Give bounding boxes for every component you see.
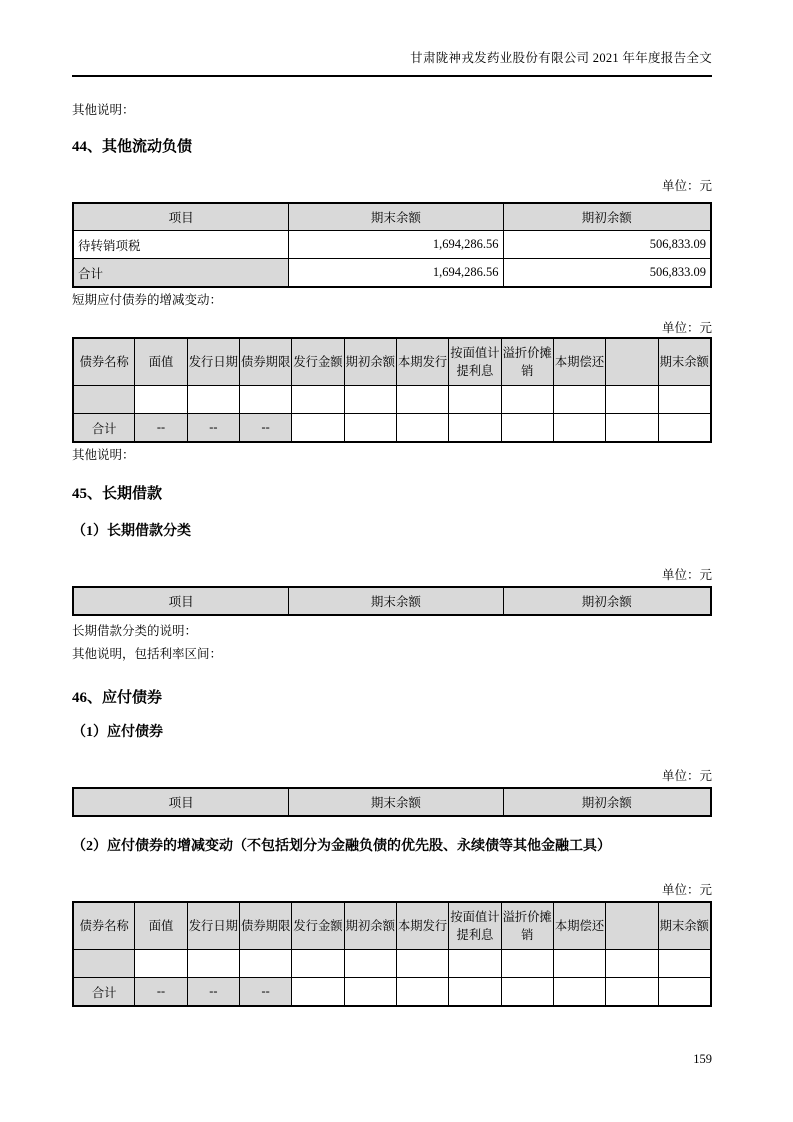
- table-cell: [658, 978, 711, 1007]
- dash-cell: --: [240, 978, 292, 1007]
- dash-cell: --: [187, 414, 239, 443]
- total-label-cell: 合计: [73, 259, 289, 288]
- table-cell: [187, 950, 239, 978]
- bonds-payable-movement-table: [72, 901, 712, 1007]
- other-notes-label-2: 其他说明：: [72, 448, 135, 462]
- header-issue-date: 发行日期: [187, 902, 239, 950]
- ending-balance-total-cell: 1,694,286.56: [289, 259, 503, 288]
- table-cell: [449, 386, 501, 414]
- table-header-row: [73, 788, 711, 816]
- header-bond-name: 债券名称: [73, 338, 135, 386]
- header-interest-at-face: 按面值计提利息: [449, 902, 501, 950]
- header-cell-item: 项目: [73, 587, 289, 615]
- report-header-title: 甘肃陇神戎发药业股份有限公司 2021 年年度报告全文: [410, 51, 712, 65]
- table-cell: [396, 950, 448, 978]
- table-cell: [658, 386, 711, 414]
- bond-name-cell: [73, 950, 135, 978]
- header-cell-ending-balance: 期末余额: [289, 587, 503, 615]
- table-cell: [292, 414, 344, 443]
- long-term-loan-classification-table: [72, 586, 712, 616]
- other-notes-label-1: 其他说明：: [72, 103, 135, 117]
- section-45-title: 45、长期借款: [72, 486, 163, 502]
- beginning-balance-cell: 506,833.09: [503, 231, 711, 259]
- table-cell: [606, 978, 658, 1007]
- bond-name-cell: [73, 386, 135, 414]
- header-issue-amount: 发行金额: [292, 338, 344, 386]
- table-total-row: [73, 414, 711, 443]
- header-cell-ending-balance: 期末余额: [289, 788, 503, 816]
- total-label-cell: 合计: [73, 978, 135, 1007]
- header-cell-ending-balance: 期末余额: [289, 203, 503, 231]
- table-total-row: [73, 259, 711, 288]
- header-interest-at-face: 按面值计提利息: [449, 338, 501, 386]
- table-cell: [606, 414, 658, 443]
- table-cell: [553, 978, 605, 1007]
- header-empty: [606, 338, 658, 386]
- header-cell-beginning-balance: 期初余额: [503, 587, 711, 615]
- table-cell: [344, 386, 396, 414]
- table-cell: [240, 386, 292, 414]
- table-cell: [292, 386, 344, 414]
- header-beginning-balance: 期初余额: [344, 338, 396, 386]
- section-45-sub1-title: （1）长期借款分类: [72, 524, 191, 539]
- table-cell: [553, 950, 605, 978]
- table-cell: [501, 950, 553, 978]
- page-number: 159: [693, 1052, 712, 1066]
- header-beginning-balance: 期初余额: [344, 902, 396, 950]
- section-46-title: 46、应付债券: [72, 690, 163, 706]
- table-header-row: [73, 587, 711, 615]
- table-cell: [501, 978, 553, 1007]
- table-cell: [449, 950, 501, 978]
- table-cell: [449, 978, 501, 1007]
- table-cell: [396, 978, 448, 1007]
- table-cell: [135, 950, 187, 978]
- unit-label-3: 单位：元: [661, 568, 712, 582]
- header-face-value: 面值: [135, 902, 187, 950]
- table-cell: [501, 386, 553, 414]
- ending-balance-cell: 1,694,286.56: [289, 231, 503, 259]
- section-46-sub2-title: （2）应付债券的增减变动（不包括划分为金融负债的优先股、永续债等其他金融工具）: [72, 839, 611, 854]
- header-empty: [606, 902, 658, 950]
- short-term-bond-movement-table: [72, 337, 712, 443]
- section-44-title: 44、其他流动负债: [72, 139, 193, 155]
- table-cell: [501, 414, 553, 443]
- table-cell: [553, 386, 605, 414]
- header-cell-item: 项目: [73, 203, 289, 231]
- table-cell: [292, 978, 344, 1007]
- short-term-bond-movement-intro: 短期应付债券的增减变动：: [72, 293, 223, 307]
- unit-label-5: 单位：元: [661, 883, 712, 897]
- table-cell: [606, 386, 658, 414]
- header-premium-amortization: 溢折价摊销: [501, 902, 553, 950]
- header-ending-balance: 期末余额: [658, 338, 711, 386]
- header-cell-beginning-balance: 期初余额: [503, 788, 711, 816]
- table-header-row: [73, 203, 711, 231]
- table-cell: [344, 414, 396, 443]
- unit-label-2: 单位：元: [661, 321, 712, 335]
- table-cell: [658, 950, 711, 978]
- table-header-row: [73, 338, 711, 386]
- table-cell: [396, 386, 448, 414]
- header-ending-balance: 期末余额: [658, 902, 711, 950]
- table-cell: [292, 950, 344, 978]
- report-header: [72, 0, 712, 77]
- header-bond-name: 债券名称: [73, 902, 135, 950]
- header-cell-item: 项目: [73, 788, 289, 816]
- table-cell: [344, 950, 396, 978]
- table-cell: [606, 950, 658, 978]
- table-row: [73, 231, 711, 259]
- header-issue-amount: 发行金额: [292, 902, 344, 950]
- header-cell-beginning-balance: 期初余额: [503, 203, 711, 231]
- header-bond-term: 债券期限: [240, 902, 292, 950]
- dash-cell: --: [187, 978, 239, 1007]
- beginning-balance-total-cell: 506,833.09: [503, 259, 711, 288]
- table-cell: [135, 386, 187, 414]
- table-cell: [553, 414, 605, 443]
- other-notes-interest-range: 其他说明，包括利率区间：: [72, 647, 223, 661]
- table-header-row: [73, 902, 711, 950]
- unit-label-4: 单位：元: [661, 769, 712, 783]
- table-empty-row: [73, 386, 711, 414]
- header-bond-term: 债券期限: [240, 338, 292, 386]
- other-current-liabilities-table: [72, 202, 712, 288]
- item-cell: 待转销项税: [73, 231, 289, 259]
- header-current-issue: 本期发行: [396, 338, 448, 386]
- header-premium-amortization: 溢折价摊销: [501, 338, 553, 386]
- dash-cell: --: [135, 414, 187, 443]
- table-cell: [344, 978, 396, 1007]
- header-face-value: 面值: [135, 338, 187, 386]
- dash-cell: --: [240, 414, 292, 443]
- table-cell: [240, 950, 292, 978]
- header-current-repayment: 本期偿还: [553, 902, 605, 950]
- header-current-repayment: 本期偿还: [553, 338, 605, 386]
- long-term-loan-class-note: 长期借款分类的说明：: [72, 624, 198, 638]
- table-empty-row: [73, 950, 711, 978]
- unit-label-1: 单位：元: [661, 179, 712, 193]
- table-cell: [396, 414, 448, 443]
- header-current-issue: 本期发行: [396, 902, 448, 950]
- section-46-sub1-title: （1）应付债券: [72, 725, 163, 740]
- dash-cell: --: [135, 978, 187, 1007]
- total-label-cell: 合计: [73, 414, 135, 443]
- table-cell: [187, 386, 239, 414]
- bonds-payable-table: [72, 787, 712, 817]
- table-cell: [658, 414, 711, 443]
- header-issue-date: 发行日期: [187, 338, 239, 386]
- table-total-row: [73, 978, 711, 1007]
- table-cell: [449, 414, 501, 443]
